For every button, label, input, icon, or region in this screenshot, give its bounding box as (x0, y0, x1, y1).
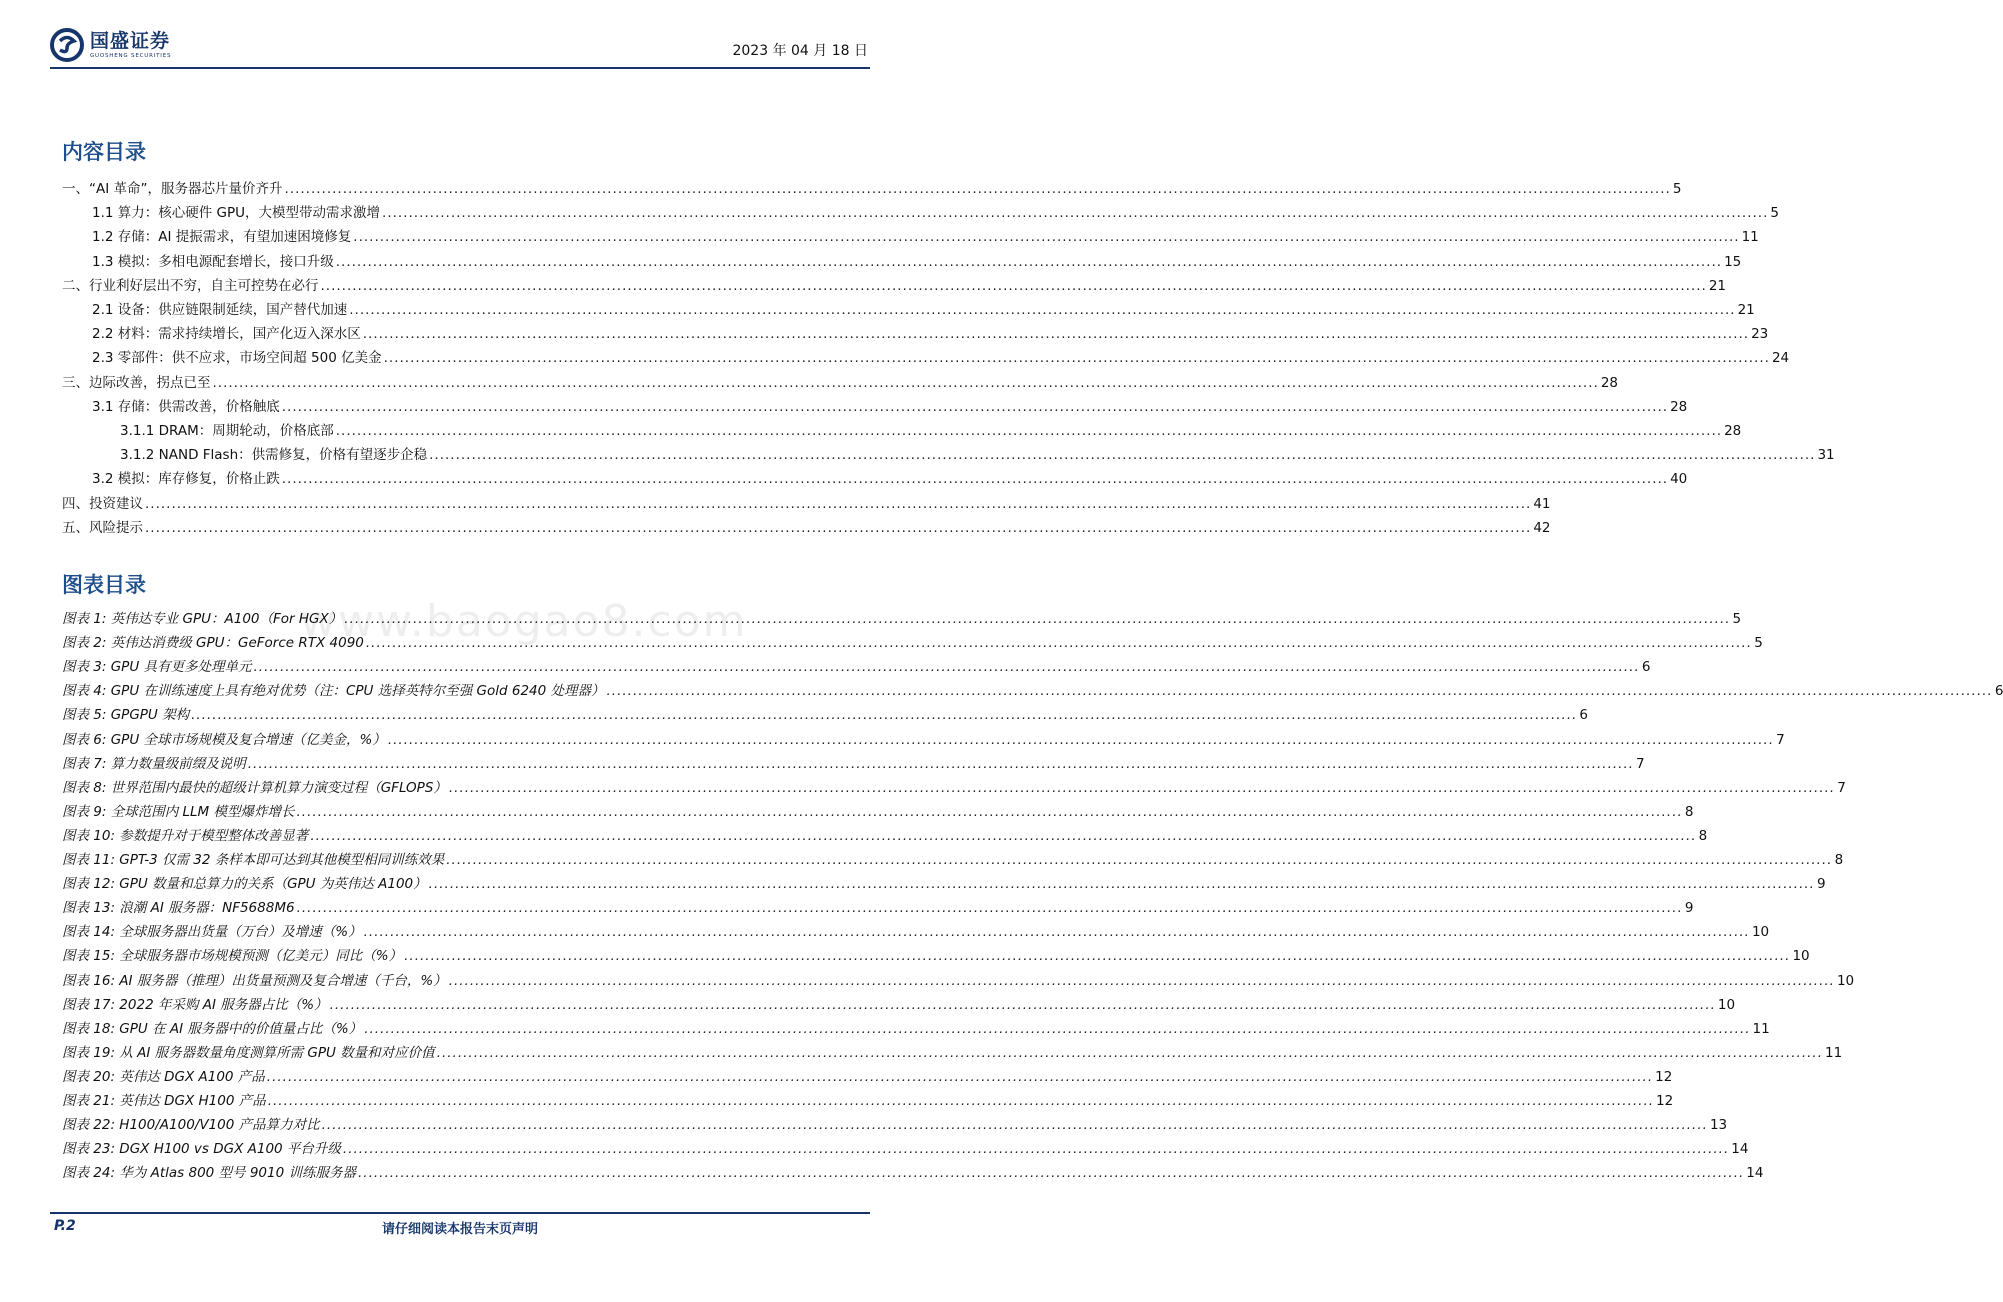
toc-entry-label: 1.2 存储：AI 提振需求，有望加速困境修复 (92, 229, 352, 246)
dot-leader (310, 824, 1696, 848)
toc-entry[interactable] (62, 395, 1688, 419)
footer-disclaimer: 请仔细阅读本报告末页声明 (381, 1222, 538, 1237)
toc-entry-label: 四、投资建议 (62, 495, 143, 512)
dot-leader (330, 993, 1716, 1017)
company-logo (50, 28, 171, 62)
figure-entry-page: 6 (1994, 683, 2003, 700)
figure-entry[interactable] (62, 703, 1589, 727)
dot-leader (145, 492, 1531, 516)
watermark: www.baogao8.com (300, 596, 748, 647)
toc-entry-page: 23 (1751, 326, 1769, 343)
toc-entry-page: 5 (1770, 205, 1779, 222)
dot-leader (429, 872, 1815, 896)
dot-leader (449, 969, 1835, 993)
toc-entry[interactable] (62, 274, 1726, 298)
figure-entry-page: 6 (1579, 707, 1589, 724)
toc-entry-page: 24 (1771, 350, 1790, 367)
toc-entry-page: 21 (1737, 302, 1755, 318)
toc-entry-label: 3.1 存储：供需改善，价格触底 (92, 398, 280, 415)
report-date: 2023 年 04 月 18 日 (732, 43, 868, 59)
figure-entry-label: 图表 5: GPGPU 架构 (62, 707, 190, 724)
toc-entry-page: 31 (1817, 447, 1835, 464)
figure-entry-label: 图表 9: 全球范围内 LLM 模型爆炸增长 (62, 803, 295, 820)
toc-entry-label: 3.1.1 DRAM：周期轮动，价格底部 (120, 423, 334, 439)
figure-entry-label: 图表 23: DGX H100 vs DGX A100 平台升级 (62, 1141, 341, 1158)
toc-entry[interactable] (62, 467, 1688, 491)
figure-entry[interactable] (62, 800, 1694, 824)
figure-entry[interactable] (62, 607, 1742, 631)
toc-entry-page: 11 (1741, 229, 1759, 246)
figure-entry[interactable] (62, 1065, 1673, 1089)
figure-entry[interactable] (62, 920, 1770, 944)
page-header (50, 26, 870, 70)
dot-leader (358, 1161, 1744, 1185)
figure-entry[interactable] (62, 679, 2003, 703)
dot-leader (353, 225, 1739, 249)
toc-entry-label: 2.3 零部件：供不应求，市场空间超 500 亿美金 (92, 350, 382, 367)
figure-entry-label: 图表 10: 参数提升对于模型整体改善显著 (62, 827, 309, 844)
figure-entry[interactable] (62, 728, 1785, 752)
figure-entry[interactable] (62, 969, 1855, 993)
toc-entry-page: 41 (1533, 495, 1551, 512)
toc-entry[interactable] (62, 298, 1755, 322)
brand-name-cn: 国盛证券 (90, 30, 171, 52)
dot-leader (336, 419, 1722, 443)
figure-entry-page: 10 (1836, 972, 1855, 989)
dot-leader (607, 679, 1993, 703)
toc-entry-page: 21 (1708, 277, 1726, 294)
dot-leader (382, 201, 1768, 225)
dot-leader (344, 607, 1730, 631)
figure-entry[interactable] (62, 1113, 1728, 1137)
figure-entry[interactable] (62, 1017, 1770, 1041)
dot-leader (191, 703, 1577, 727)
figure-entry-label: 图表 24: 华为 Atlas 800 型号 9010 训练服务器 (62, 1165, 356, 1182)
toc-entry[interactable] (62, 250, 1742, 274)
dot-leader (322, 1113, 1708, 1137)
figure-entry[interactable] (62, 1041, 1843, 1065)
figure-entry-page: 6 (1641, 659, 1651, 676)
dot-leader (267, 1065, 1653, 1089)
dot-leader (349, 298, 1735, 322)
dot-leader (248, 752, 1634, 776)
toc-entry-label: 3.2 模拟：库存修复，价格止跌 (92, 471, 280, 488)
dot-leader (388, 728, 1774, 752)
figure-entry-page: 5 (1732, 611, 1742, 627)
figure-entry[interactable] (62, 872, 1826, 896)
header-divider (50, 67, 870, 69)
dot-leader (254, 655, 1640, 679)
dot-leader (285, 177, 1671, 201)
figure-entry-label: 图表 12: GPU 数量和总算力的关系（GPU 为英伟达 A100） (62, 876, 427, 893)
toc-entry-page: 42 (1533, 519, 1551, 536)
figure-entry-page: 8 (1698, 827, 1708, 844)
figure-entry-page: 9 (1816, 876, 1826, 893)
figure-entry-label: 图表 21: 英伟达 DGX H100 产品 (62, 1093, 266, 1109)
toc-entry[interactable] (62, 322, 1769, 346)
dot-leader (446, 848, 1832, 872)
figure-entry-page: 14 (1731, 1141, 1749, 1158)
figure-entry[interactable] (62, 993, 1736, 1017)
toc-entry-label: 一、“AI 革命”，服务器芯片量价齐升 (62, 181, 283, 197)
figure-entry-label: 图表 1: 英伟达专业 GPU：A100（For HGX） (62, 611, 343, 627)
toc-entry-label: 三、边际改善，拐点已至 (62, 374, 211, 391)
toc-entry[interactable] (62, 177, 1682, 201)
dot-leader (366, 631, 1752, 655)
figure-entry-page: 7 (1837, 779, 1846, 796)
figure-entry[interactable] (62, 944, 1810, 968)
dot-leader (321, 274, 1707, 298)
figure-entry-page: 13 (1709, 1117, 1728, 1134)
figure-entry[interactable] (62, 776, 1846, 800)
toc-entry-page: 28 (1670, 398, 1688, 415)
figure-entry-page: 12 (1655, 1068, 1673, 1085)
figure-entry-page: 7 (1776, 731, 1785, 748)
figure-entry-page: 9 (1684, 900, 1694, 917)
dot-leader (145, 516, 1531, 540)
figure-entry-page: 5 (1754, 635, 1763, 652)
page-number: P.2 (54, 1218, 76, 1234)
figure-entry[interactable] (62, 824, 1708, 848)
figure-entry-label: 图表 19: 从 AI 服务器数量角度测算所需 GPU 数量和对应价值 (62, 1044, 435, 1061)
toc-entry[interactable] (62, 516, 1551, 540)
figures-title: 图表目录 (62, 573, 146, 597)
toc-entry-page: 28 (1600, 374, 1618, 391)
figure-entry-label: 图表 2: 英伟达消费级 GPU：GeForce RTX 4090 (62, 635, 364, 652)
toc-entry-page: 5 (1672, 181, 1682, 197)
toc-entry-page: 15 (1724, 253, 1742, 270)
toc-entry-label: 五、风险提示 (62, 519, 143, 536)
toc-entry-label: 1.1 算力：核心硬件 GPU，大模型带动需求激增 (92, 205, 381, 222)
dot-leader (343, 1137, 1729, 1161)
toc-entry[interactable] (62, 371, 1618, 395)
toc-entry[interactable] (62, 419, 1742, 443)
dot-leader (429, 443, 1815, 467)
dot-leader (364, 1017, 1750, 1041)
figure-entry-label: 图表 16: AI 服务器（推理）出货量预测及复合增速（千台，%） (62, 972, 447, 989)
figure-entry-page: 8 (1834, 852, 1844, 868)
guosheng-logo-icon (50, 28, 84, 62)
figure-entry[interactable] (62, 1161, 1764, 1185)
toc-title: 内容目录 (62, 140, 146, 164)
toc-entry-label: 3.1.2 NAND Flash：供需修复，价格有望逐步企稳 (120, 447, 428, 464)
figure-entry-label: 图表 4: GPU 在训练速度上具有绝对优势（注：CPU 选择英特尔至强 Gold 6240 处理器） (62, 683, 605, 700)
figure-entry[interactable] (62, 1137, 1749, 1161)
figure-entry-page: 10 (1717, 996, 1736, 1013)
figure-entry[interactable] (62, 752, 1645, 776)
dot-leader (213, 371, 1599, 395)
toc-entry[interactable] (62, 492, 1551, 516)
toc-entry-page: 40 (1670, 471, 1688, 488)
dot-leader (437, 1041, 1823, 1065)
toc-entry[interactable] (62, 443, 1835, 467)
figure-entry[interactable] (62, 1089, 1674, 1113)
dot-leader (363, 322, 1749, 346)
toc-entry-label: 2.1 设备：供应链限制延续，国产替代加速 (92, 302, 348, 318)
dot-leader (297, 800, 1683, 824)
toc-entry[interactable] (62, 225, 1759, 249)
figure-entry-label: 图表 22: H100/A100/V100 产品算力对比 (62, 1117, 320, 1134)
brand-name-en: GUOSHENG SECURITIES (90, 53, 172, 59)
figure-entry-label: 图表 14: 全球服务器出货量（万台）及增速（%） (62, 924, 362, 941)
toc-entry-label: 2.2 材料：需求持续增长，国产化迈入深水区 (92, 326, 361, 343)
figure-entry-label: 图表 11: GPT-3 仅需 32 条样本即可达到其他模型相同训练效果 (62, 852, 445, 868)
figure-entry-page: 14 (1746, 1165, 1764, 1182)
dot-leader (336, 250, 1722, 274)
figure-entry-page: 11 (1752, 1020, 1770, 1037)
figure-entry[interactable] (62, 631, 1763, 655)
figure-entry-label: 图表 20: 英伟达 DGX A100 产品 (62, 1068, 265, 1085)
figure-entry-page: 10 (1751, 924, 1770, 941)
figure-entry-page: 8 (1684, 803, 1694, 820)
dot-leader (282, 395, 1668, 419)
figure-entry-label: 图表 6: GPU 全球市场规模及复合增速（亿美金，%） (62, 731, 386, 748)
dot-leader (268, 1089, 1654, 1113)
figure-entry-label: 图表 17: 2022 年采购 AI 服务器占比（%） (62, 996, 328, 1013)
figure-entry-label: 图表 3: GPU 具有更多处理单元 (62, 659, 252, 676)
figure-entry-label: 图表 18: GPU 在 AI 服务器中的价值量占比（%） (62, 1020, 363, 1037)
figure-entry-page: 12 (1656, 1093, 1674, 1109)
dot-leader (297, 896, 1683, 920)
dot-leader (449, 776, 1835, 800)
dot-leader (364, 920, 1750, 944)
figure-entry-label: 图表 7: 算力数量级前缀及说明 (62, 755, 246, 772)
figure-entry-page: 10 (1792, 948, 1810, 965)
toc-entry-label: 二、行业利好层出不穷，自主可控势在必行 (62, 277, 319, 294)
dot-leader (384, 346, 1770, 370)
toc-entry-label: 1.3 模拟：多相电源配套增长，接口升级 (92, 253, 334, 270)
figure-entry[interactable] (62, 896, 1694, 920)
figure-entry-page: 7 (1636, 755, 1645, 772)
toc-entry[interactable] (62, 346, 1790, 370)
footer-divider (50, 1212, 870, 1214)
figure-entry-label: 图表 8: 世界范围内最快的超级计算机算力演变过程（GFLOPS） (62, 779, 447, 796)
figure-entry-label: 图表 15: 全球服务器市场规模预测（亿美元）同比（%） (62, 948, 403, 965)
toc-entry[interactable] (62, 201, 1779, 225)
figure-entry-page: 11 (1825, 1044, 1843, 1061)
dot-leader (282, 467, 1668, 491)
figure-entry[interactable] (62, 848, 1844, 872)
toc-entry-page: 28 (1724, 423, 1742, 439)
figure-entry[interactable] (62, 655, 1651, 679)
figure-entry-label: 图表 13: 浪潮 AI 服务器：NF5688M6 (62, 900, 295, 917)
dot-leader (404, 944, 1790, 968)
